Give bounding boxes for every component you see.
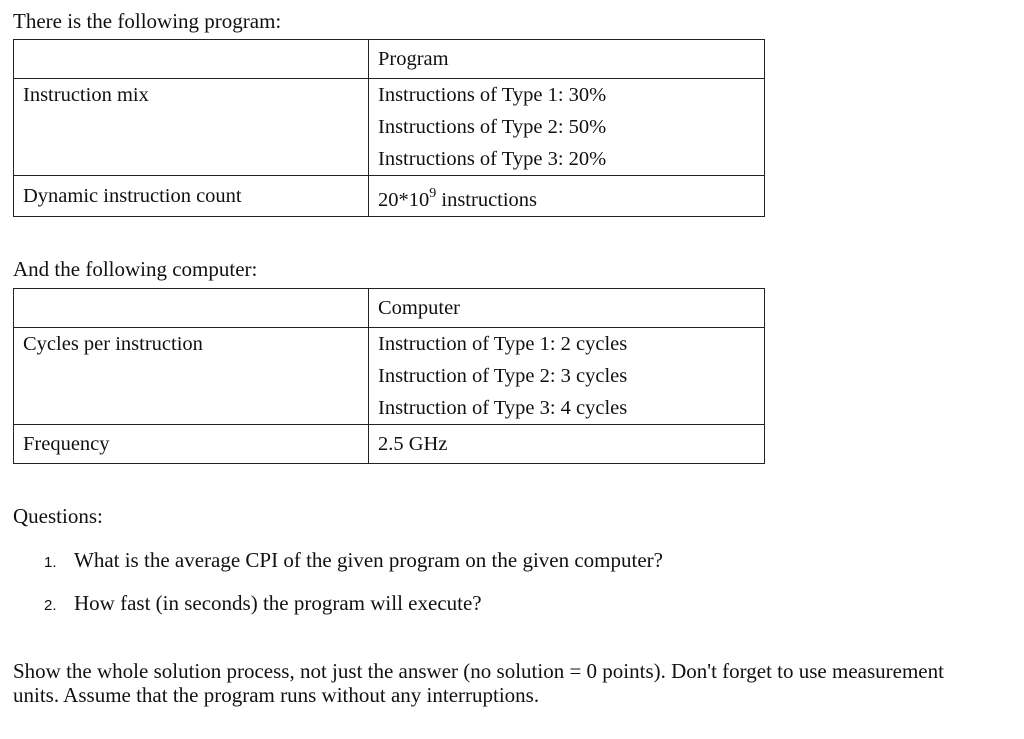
question-number: 1. [44, 554, 57, 571]
footer-instructions-line2: units. Assume that the program runs without any interruptions. [13, 683, 540, 707]
cpi-type1: Instruction of Type 1: 2 cycles [378, 333, 628, 355]
frequency-value: 2.5 GHz [378, 433, 448, 455]
frequency-row [14, 425, 765, 464]
question-text: How fast (in seconds) the program will execute? [74, 591, 482, 615]
intro-computer-text: And the following computer: [13, 257, 258, 281]
cpi-row [14, 328, 765, 425]
question-text: What is the average CPI of the given program on the given computer? [74, 548, 663, 572]
dynamic-count-value: $20*10^9$ instructions [378, 186, 538, 211]
computer-table [13, 288, 765, 464]
instruction-mix-type3: Instructions of Type 3: 20% [378, 148, 607, 170]
frequency-label: Frequency [23, 433, 110, 455]
questions-heading: Questions: [13, 504, 103, 528]
question-item [13, 540, 663, 583]
computer-table-header-row [14, 289, 765, 328]
footer-instructions-line1: Show the whole solution process, not just the answer (no solution = 0 points). Don't forget to use measurement [13, 659, 944, 683]
cpi-type2: Instruction of Type 2: 3 cycles [378, 365, 628, 387]
intro-program-text: There is the following program: [13, 9, 282, 33]
computer-table-header: Computer [378, 297, 460, 319]
program-table-header-row [14, 40, 765, 79]
cpi-type3: Instruction of Type 3: 4 cycles [378, 397, 628, 419]
program-table-header: Program [378, 48, 449, 70]
dynamic-count-label: Dynamic instruction count [23, 185, 242, 207]
instruction-mix-type1: Instructions of Type 1: 30% [378, 84, 607, 106]
dynamic-count-row [14, 176, 765, 217]
cpi-label: Cycles per instruction [23, 333, 203, 355]
instruction-mix-label: Instruction mix [23, 84, 149, 106]
instruction-mix-row [14, 79, 765, 176]
instruction-mix-type2: Instructions of Type 2: 50% [378, 116, 607, 138]
program-table [13, 39, 765, 217]
questions-list [13, 540, 663, 626]
question-item [13, 583, 663, 626]
question-number: 2. [44, 597, 57, 614]
dynamic-count-exponent: 9 [429, 186, 437, 201]
